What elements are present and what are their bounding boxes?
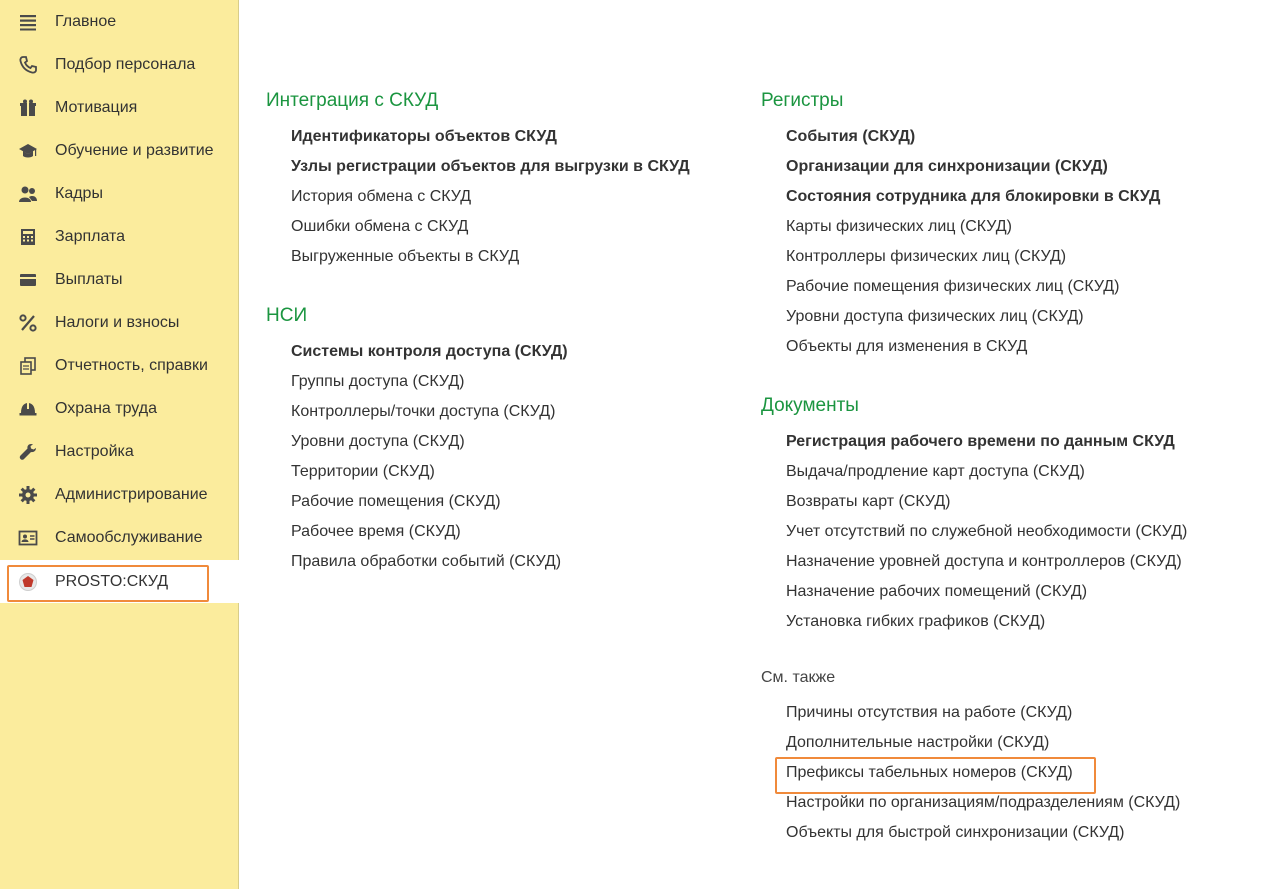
sidebar-item-label: Мотивация [55, 98, 138, 116]
sidebar-item-label: Администрирование [55, 485, 208, 503]
sidebar [0, 0, 239, 889]
sidebar-item-safety[interactable] [0, 387, 239, 430]
sidebar-item-motivation[interactable] [0, 86, 239, 129]
sidebar-item-taxes[interactable] [0, 301, 239, 344]
link-quick-sync-objects[interactable]: Объекты для быстрой синхронизации (СКУД) [786, 824, 1125, 841]
sidebar-item-administration[interactable] [0, 473, 239, 516]
sidebar-item-label: Кадры [55, 184, 103, 202]
link-objects-to-change[interactable]: Объекты для изменения в СКУД [786, 338, 1028, 355]
sidebar-item-reports[interactable] [0, 344, 239, 387]
section-title-integration: Интеграция с СКУД [266, 90, 439, 111]
sidebar-item-recruiting[interactable] [0, 43, 239, 86]
sidebar-item-label: Обучение и развитие [55, 141, 214, 159]
sidebar-item-prosto-skud[interactable] [0, 560, 239, 603]
sidebar-item-education[interactable] [0, 129, 239, 172]
link-person-work-rooms[interactable]: Рабочие помещения физических лиц (СКУД) [786, 278, 1120, 295]
link-work-time-registration[interactable]: Регистрация рабочего времени по данным СКУД [786, 433, 1175, 450]
link-event-rules[interactable]: Правила обработки событий (СКУД) [291, 553, 562, 570]
link-exchange-history[interactable]: История обмена с СКУД [291, 188, 472, 205]
link-exchange-errors[interactable]: Ошибки обмена с СКУД [291, 218, 469, 235]
sidebar-item-main[interactable] [0, 0, 239, 43]
link-assign-work-rooms[interactable]: Назначение рабочих помещений (СКУД) [786, 583, 1088, 600]
link-work-rooms[interactable]: Рабочие помещения (СКУД) [291, 493, 501, 510]
link-exported-objects[interactable]: Выгруженные объекты в СКУД [291, 248, 520, 265]
sidebar-item-label: Зарплата [55, 227, 126, 245]
sidebar-item-label: Охрана труда [55, 399, 157, 417]
documents-icon [17, 355, 39, 377]
link-access-groups[interactable]: Группы доступа (СКУД) [291, 373, 465, 390]
gear-icon [17, 484, 39, 506]
link-additional-settings[interactable]: Дополнительные настройки (СКУД) [786, 734, 1050, 751]
link-object-identifiers[interactable]: Идентификаторы объектов СКУД [291, 128, 557, 145]
sidebar-item-hr[interactable] [0, 172, 239, 215]
helmet-icon [17, 398, 39, 420]
sidebar-item-selfservice[interactable] [0, 516, 239, 559]
menu-icon [17, 11, 39, 33]
link-personnel-number-prefixes[interactable]: Префиксы табельных номеров (СКУД) [786, 764, 1073, 781]
section-title-registers: Регистры [761, 90, 844, 111]
link-assign-access-levels[interactable]: Назначение уровней доступа и контроллеров (СКУД) [786, 553, 1182, 570]
gift-icon [17, 97, 39, 119]
link-person-cards[interactable]: Карты физических лиц (СКУД) [786, 218, 1012, 235]
link-card-returns[interactable]: Возвраты карт (СКУД) [786, 493, 951, 510]
link-territories[interactable]: Территории (СКУД) [291, 463, 435, 480]
sidebar-item-label: Отчетность, справки [55, 356, 208, 374]
sidebar-item-label: Подбор персонала [55, 55, 196, 73]
sidebar-item-label: Налоги и взносы [55, 313, 180, 331]
card-icon [17, 269, 39, 291]
sidebar-item-label: PROSTO:СКУД [55, 572, 169, 590]
sidebar-item-label: Самообслуживание [55, 528, 203, 546]
section-title-documents: Документы [761, 395, 859, 416]
people-icon [17, 183, 39, 205]
percent-icon [17, 312, 39, 334]
link-absence-reasons[interactable]: Причины отсутствия на работе (СКУД) [786, 704, 1073, 721]
sidebar-item-label: Настройка [55, 442, 134, 460]
link-employee-block-states[interactable]: Состояния сотрудника для блокировки в СКУД [786, 188, 1161, 205]
link-person-access-levels[interactable]: Уровни доступа физических лиц (СКУД) [786, 308, 1084, 325]
prosto-logo-icon [17, 571, 39, 593]
graduation-cap-icon [17, 140, 39, 162]
link-registration-nodes[interactable]: Узлы регистрации объектов для выгрузки в СКУД [291, 158, 690, 175]
link-org-department-settings[interactable]: Настройки по организациям/подразделениям (СКУД) [786, 794, 1181, 811]
wrench-icon [17, 441, 39, 463]
sidebar-item-payments[interactable] [0, 258, 239, 301]
link-access-control-systems[interactable]: Системы контроля доступа (СКУД) [291, 343, 568, 360]
sidebar-item-label: Выплаты [55, 270, 123, 288]
link-controllers-access-points[interactable]: Контроллеры/точки доступа (СКУД) [291, 403, 556, 420]
link-card-issue[interactable]: Выдача/продление карт доступа (СКУД) [786, 463, 1085, 480]
sidebar-item-settings[interactable] [0, 430, 239, 473]
section-title-see-also: См. также [761, 669, 836, 686]
calculator-icon [17, 226, 39, 248]
link-events[interactable]: События (СКУД) [786, 128, 916, 145]
link-access-levels[interactable]: Уровни доступа (СКУД) [291, 433, 465, 450]
sidebar-item-salary[interactable] [0, 215, 239, 258]
id-card-icon [17, 527, 39, 549]
sidebar-item-label: Главное [55, 12, 117, 30]
section-title-nsi: НСИ [266, 305, 308, 326]
link-business-absences[interactable]: Учет отсутствий по служебной необходимости (СКУД) [786, 523, 1188, 540]
link-sync-organizations[interactable]: Организации для синхронизации (СКУД) [786, 158, 1108, 175]
link-work-time[interactable]: Рабочее время (СКУД) [291, 523, 461, 540]
phone-icon [17, 54, 39, 76]
link-flexible-schedules[interactable]: Установка гибких графиков (СКУД) [786, 613, 1046, 630]
link-person-controllers[interactable]: Контроллеры физических лиц (СКУД) [786, 248, 1067, 265]
